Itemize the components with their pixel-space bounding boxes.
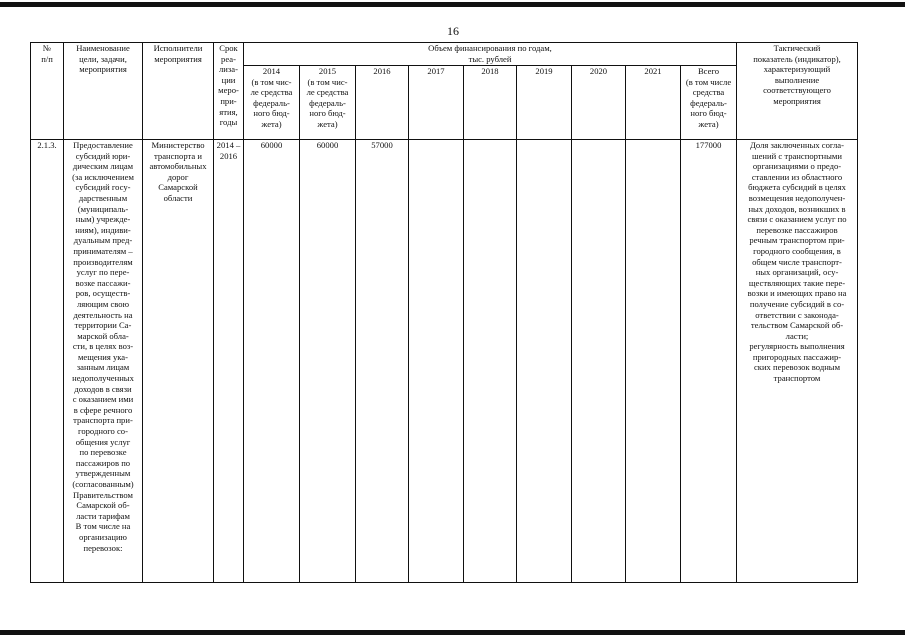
header-year-2015: 2015 (в том чис- ле средства федераль- ного бюд- жета)	[300, 66, 356, 140]
program-table	[30, 42, 858, 583]
header-executors: Исполнители мероприятия	[143, 43, 214, 140]
row-value-2018	[464, 140, 517, 583]
header-year-2016: 2016	[356, 66, 409, 140]
row-value-2021	[626, 140, 681, 583]
header-total: Всего (в том числе средства федераль- ного бюд- жета)	[681, 66, 737, 140]
page-number: 16	[447, 24, 459, 38]
header-term: Срок реа- лиза- ции меро- при- ятия, годы	[214, 43, 244, 140]
row-value-2017	[409, 140, 464, 583]
table-row	[31, 140, 858, 583]
row-value-2019	[517, 140, 572, 583]
row-value-2014: 60000	[244, 140, 300, 583]
row-value-2016: 57000	[356, 140, 409, 583]
row-value-2015: 60000	[300, 140, 356, 583]
header-funding: Объем финансирования по годам, тыс. рублей	[244, 43, 737, 66]
header-year-2014: 2014 (в том чис- ле средства федераль- ного бюд- жета)	[244, 66, 300, 140]
header-year-2018: 2018	[464, 66, 517, 140]
row-name: Предоставление субсидий юри- дическим лицам (за исключением субсидий госу- дарственным (муниципаль- ным) учрежде- ниям), индиви- дуальным пред- принимателям – производителям услуг по пере- возке пассажи- ров, осуществ- ляющим свою деятельность на территории Са- марской обла- сти, в целях воз- мещения ука- занным лицам недополученных доходов в связи с оказанием ими в сфере речного транспорта при- городного со- общения услуг по перевозке пассажиров по утвержденным (согласованным) Правительством Самарской об- ласти тарифам В том числе на организацию перевозок:	[64, 140, 143, 583]
top-border-line	[0, 2, 905, 7]
row-term: 2014 – 2016	[214, 140, 244, 583]
header-year-2020: 2020	[572, 66, 626, 140]
row-value-2020	[572, 140, 626, 583]
header-row-top	[31, 43, 858, 66]
row-num: 2.1.3.	[31, 140, 64, 583]
row-executors: Министерство транспорта и автомобильных дорог Самарской области	[143, 140, 214, 583]
header-name: Наименование цели, задачи, мероприятия	[64, 43, 143, 140]
header-year-2019: 2019	[517, 66, 572, 140]
header-year-2017: 2017	[409, 66, 464, 140]
row-value-total: 177000	[681, 140, 737, 583]
header-year-2021: 2021	[626, 66, 681, 140]
bottom-border-line	[0, 630, 905, 635]
header-num: № п/п	[31, 43, 64, 140]
row-indicator: Доля заключенных согла- шений с транспортными организациями о предо- ставлении из областного бюджета субсидий в целях возмещения недополучен- ных доходов, возникших в связи с оказанием услуг по перевозке пассажиров речным транспортом при- городного сообщения, в общем числе транспорт- ных организаций, осу- ществляющих такие пере- возки и имеющих право на получение субсидий в со- ответствии с законода- тельством Самарской об- ласти; регулярность выполнения пригородных пассажир- ских перевозок водным транспортом	[737, 140, 858, 583]
header-indicator: Тактический показатель (индикатор), характеризующий выполнение соответствующего мероприятия	[737, 43, 858, 140]
